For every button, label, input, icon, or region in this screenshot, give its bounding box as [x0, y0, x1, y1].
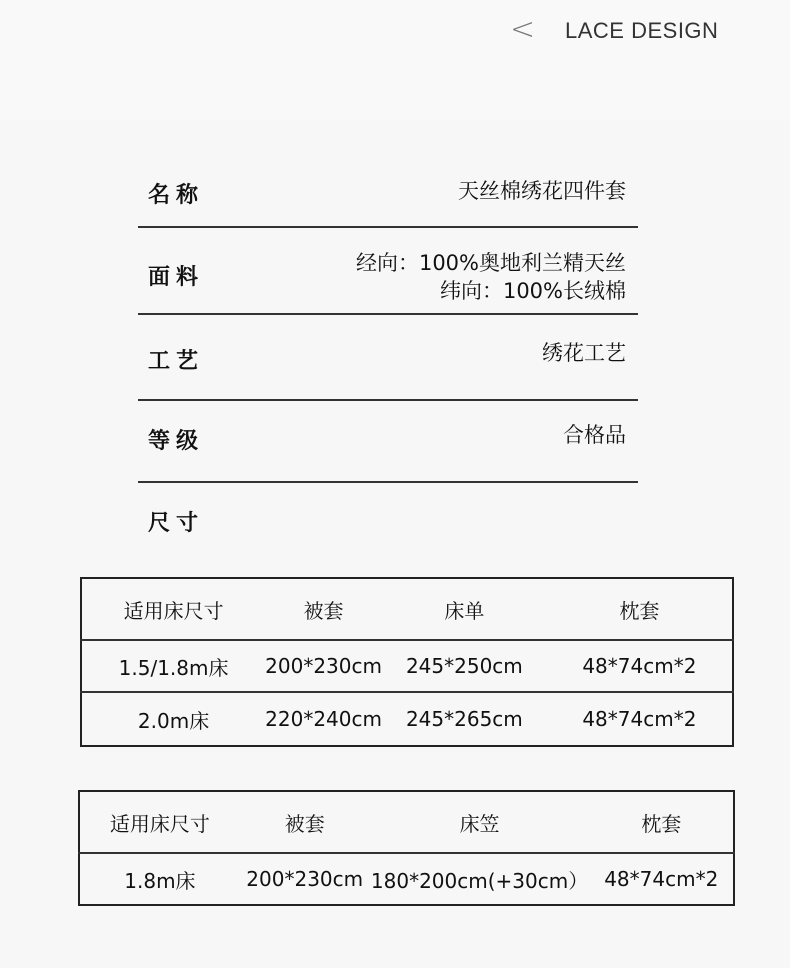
table-row	[79, 853, 734, 905]
spec-label: 面料	[148, 265, 205, 290]
table-header-cell: 被套	[284, 811, 325, 836]
table-row	[81, 640, 733, 692]
table-cell: 180*200cm(+30cm）	[370, 853, 590, 905]
table-header-cell: 床单	[444, 598, 485, 623]
size-table-fitted	[78, 790, 735, 906]
table-header-cell: 被套	[303, 598, 344, 623]
spec-value: 绣花工艺	[542, 341, 626, 365]
divider	[138, 313, 638, 315]
header	[0, 0, 790, 120]
divider	[138, 226, 638, 228]
spec-label: 尺寸	[148, 511, 205, 536]
table-row	[81, 692, 733, 746]
table-cell: 200*230cm	[265, 640, 382, 692]
table-header-cell: 枕套	[619, 598, 660, 623]
table-cell: 1.8m床	[79, 853, 240, 905]
spec-row-grade	[138, 422, 638, 462]
spec-label: 名称	[148, 183, 205, 208]
table-cell: 48*74cm*2	[547, 640, 733, 692]
spec-row-size	[138, 504, 638, 544]
spec-label: 等级	[148, 429, 205, 454]
table-header-cell: 适用床尺寸	[109, 811, 210, 836]
table-cell: 48*74cm*2	[590, 853, 734, 905]
brand-logo-text: LACE DESIGN	[565, 18, 719, 43]
table-header-cell: 适用床尺寸	[123, 598, 224, 623]
spec-label: 工艺	[148, 349, 205, 374]
divider	[138, 481, 638, 483]
table-cell: 245*265cm	[382, 692, 547, 746]
spec-row-craft	[138, 340, 638, 380]
table-cell: 200*230cm	[240, 853, 370, 905]
back-chevron-icon[interactable]: <	[510, 12, 536, 47]
table-cell: 1.5/1.8m床	[81, 640, 265, 692]
divider	[138, 399, 638, 401]
table-header-row	[79, 791, 734, 853]
spec-value: 合格品	[563, 423, 626, 447]
table-header-row	[81, 578, 733, 640]
spec-value: 经向：100%奥地利兰精天丝	[355, 251, 626, 275]
table-cell: 2.0m床	[81, 692, 265, 746]
table-cell: 220*240cm	[265, 692, 382, 746]
table-cell: 245*250cm	[382, 640, 547, 692]
spec-row-name	[138, 176, 638, 216]
spec-value: 纬向：100%长绒棉	[439, 279, 626, 303]
spec-value: 天丝棉绣花四件套	[458, 179, 626, 203]
size-table-sheet	[80, 577, 734, 747]
table-header-cell: 枕套	[641, 811, 682, 836]
table-header-cell: 床笠	[459, 811, 500, 836]
table-cell: 48*74cm*2	[547, 692, 733, 746]
spec-row-fabric	[138, 248, 638, 308]
